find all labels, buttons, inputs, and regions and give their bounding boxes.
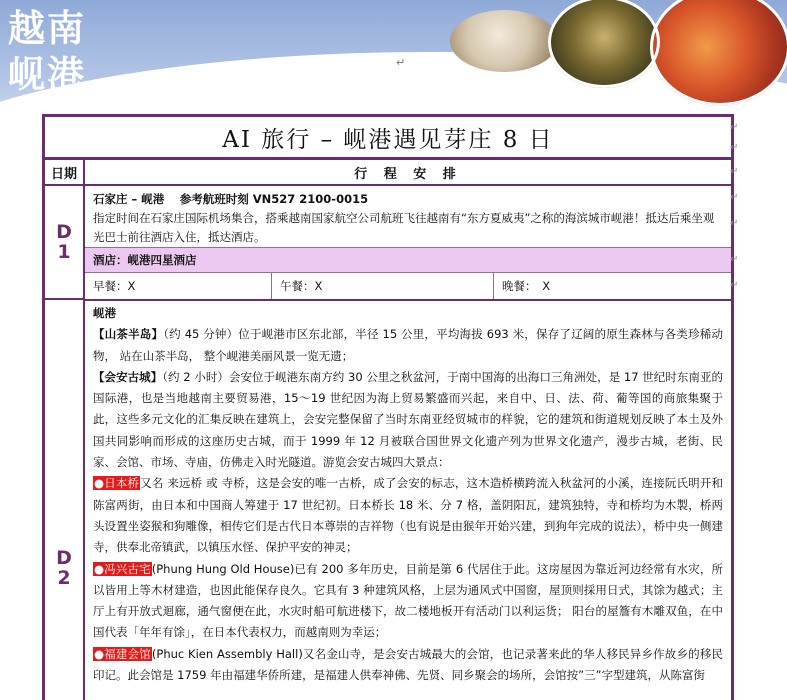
fujian-hall-text: (Phuc Kien Assembly Hall)又名金山寺，是会安古城最大的会馆，也记录著来此的华人移民异乡作故乡的移民印记。此会馆是 1759 年由福建华侨所建，是福建人供奉神佛、先贤、同乡聚会的场所，会馆按”三”字型建筑，从陈富街 bbox=[93, 646, 723, 683]
day1-details bbox=[85, 186, 731, 248]
japanese-bridge-tag: ●日本桥 bbox=[94, 476, 140, 491]
paragraph-mark-icon: ↵ bbox=[396, 56, 406, 69]
day1-hotel bbox=[85, 248, 731, 273]
japanese-bridge-text: 又名 来远桥 或 寺桥，这是会安的唯一古桥，成了会安的标志，这木造桥横跨流入秋盆河的小溪，连接阮氏明开和陈富两街，由日本和中国商人筹建于 17 世纪初。日本桥长 18 米、分 7 格，盖阴阳瓦，建筑独特，寺和桥均为木製，桥两头设置坐姿猴和狗雕像，相传它们是古代日本尊崇的吉祥物（也有说是由猴年开始兴建，到狗年完成的说法），桥中央一侧建寺，供奉北帝镇武，以镇压水怪、保护平安的神灵； bbox=[93, 476, 723, 555]
day1-flight-line: 石家庄 – 岘港 参考航班时刻 VN527 2100-0015 bbox=[93, 192, 369, 206]
date-header: 日期 bbox=[45, 160, 83, 186]
itinerary-table bbox=[42, 114, 734, 700]
schedule-header: 行 程 安 排 bbox=[85, 160, 731, 186]
dinner-text: 晚餐： X bbox=[502, 279, 551, 293]
row-end-mark-icon: ↵ bbox=[730, 280, 739, 291]
row-end-mark-icon: ↵ bbox=[730, 218, 739, 229]
banner-title-line1: 越南 bbox=[8, 7, 86, 50]
dish-rim bbox=[548, 0, 660, 88]
day1-hotel-text: 酒店：岘港四星酒店 bbox=[93, 253, 197, 267]
day1-meals bbox=[85, 273, 731, 301]
day2-number: 2 bbox=[57, 567, 71, 589]
day1-number: 1 bbox=[57, 241, 71, 263]
fujian-hall-tag: ●福建会馆 bbox=[94, 646, 151, 661]
day2-label bbox=[45, 300, 83, 700]
day2-city: 岘港 bbox=[93, 306, 116, 320]
itinerary-grid bbox=[45, 160, 731, 700]
schedule-column bbox=[85, 160, 731, 700]
hoian-text: （约 2 小时）会安位于岘港东南方约 30 公里之秋盆河，于南中国海的出海口三角洲处，是 17 世纪时东南亚的国际港，也是当地越南主要贸易港，15～19 世纪因为海上贸易繁盛而兴起，来自中、日、法、荷、葡等国的商旅集聚于此，这些多元文化的汇集反映在建筑上，会安完整保留了当时东南亚经贸城市的样貌，它的建筑和街道规划反映了本土及外国共同影响而形成的这座历史古城，而于 1999 年 12 月被联合国世界文化遗产列为世界文化遗产，漫步古城，老街、民家、会馆、市场、寺庙，仿佛走入时光隧道。游览会安古城四大景点： bbox=[93, 369, 724, 470]
row-end-mark-icon: ↵ bbox=[730, 122, 739, 133]
day2-letter: D bbox=[56, 547, 72, 569]
banner-title-line2: 岘港 bbox=[8, 53, 86, 96]
day1-label bbox=[45, 186, 83, 300]
banner-title bbox=[8, 6, 86, 98]
row-end-mark-icon: ↵ bbox=[730, 254, 739, 265]
day2-details bbox=[85, 301, 731, 686]
day1-description: 指定时间在石家庄国际机场集合，搭乘越南国家航空公司航班飞往越南有“东方夏威夷”之称的海滨城市岘港！抵达后乘坐观光巴士前往酒店入住，抵达酒店。 bbox=[93, 211, 715, 244]
hoian-ancient-town-paragraph bbox=[93, 367, 723, 473]
phung-hung-house-paragraph bbox=[93, 559, 723, 644]
row-end-mark-icon: ↵ bbox=[730, 192, 739, 203]
fujian-hall-paragraph bbox=[93, 644, 723, 687]
day-column bbox=[45, 160, 85, 700]
hoian-heading: 【会安古城】 bbox=[93, 369, 163, 384]
dinner-cell bbox=[493, 273, 731, 299]
oyster-dish-image bbox=[450, 10, 558, 72]
phung-hung-text: (Phung Hung Old House)已有 200 多年历史，目前是第 6 代居住于此。这房屋因为靠近河边经常有水灾，所以皆用上等木材建造，也因此能保存良久。它具有 3 种建筑风格，上层为通风式中国窗，屋顶则採用日式，其馀为越式；主厅上有开放式迴廊，通气窗便在此，水灾时船可航进楼下，故二楼地板开有活动门以利运货； 阳台的屋簷有木雕双鱼，在中国代表「年年有馀」，在日本代表权力，而越南则为幸运； bbox=[93, 561, 723, 640]
row-end-mark-icon: ↵ bbox=[730, 142, 739, 153]
document-title bbox=[45, 117, 731, 160]
document-title-text: AI 旅行 – 岘港遇见芽庄 8 日 bbox=[222, 126, 554, 153]
phung-hung-tag: ●冯兴古宅 bbox=[94, 561, 151, 576]
breakfast-cell bbox=[85, 273, 271, 299]
shancha-heading: 【山茶半岛】 bbox=[93, 327, 164, 342]
shancha-peninsula-paragraph bbox=[93, 324, 723, 367]
breakfast-text: 早餐：X bbox=[93, 279, 136, 293]
lunch-text: 午餐：X bbox=[280, 279, 323, 293]
day1-letter: D bbox=[56, 221, 72, 243]
japanese-bridge-paragraph bbox=[93, 473, 723, 558]
row-end-mark-icon: ↵ bbox=[730, 166, 739, 177]
shancha-text: （约 45 分钟）位于岘港市区东北部，半径 15 公里，平均海拔 693 米，保存了辽阔的原生森林与各类珍稀动物， 站在山茶半岛， 整个岘港美丽风景一览无遗； bbox=[93, 327, 723, 363]
lunch-cell bbox=[271, 273, 493, 299]
